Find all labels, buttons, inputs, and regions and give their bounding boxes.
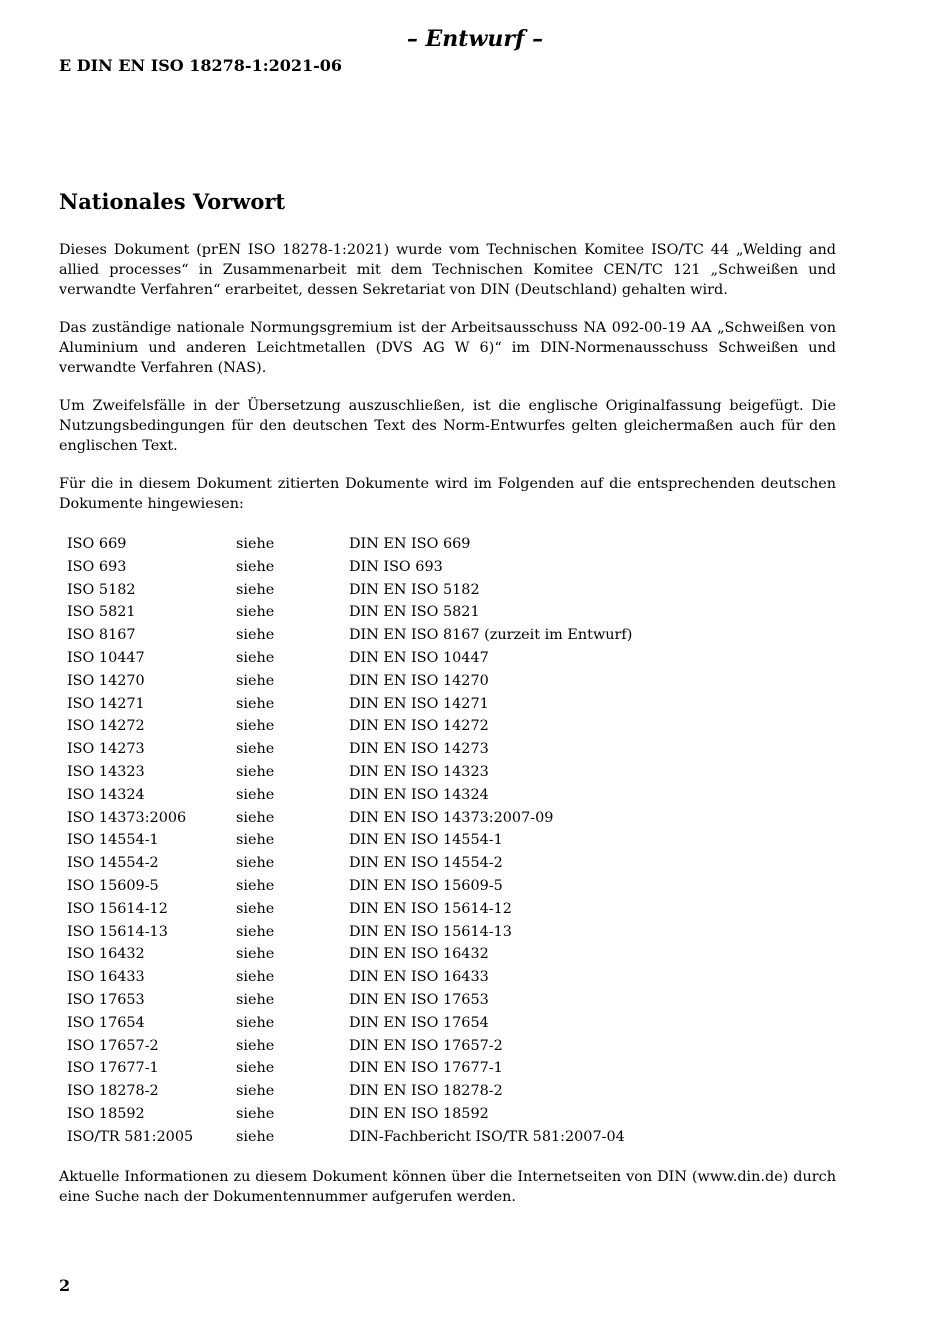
see-label: siehe <box>236 581 275 598</box>
table-row <box>59 1126 632 1149</box>
table-row <box>59 1057 632 1080</box>
table-row <box>59 1103 632 1126</box>
table-row <box>59 852 632 875</box>
table-row <box>59 829 632 852</box>
iso-reference: ISO 14373:2006 <box>67 809 187 826</box>
din-reference: DIN-Fachbericht ISO/TR 581:2007-04 <box>349 1128 625 1145</box>
iso-reference: ISO 14323 <box>67 763 145 780</box>
iso-reference: ISO 14272 <box>67 718 145 735</box>
iso-reference: ISO 15609-5 <box>67 877 159 894</box>
table-row <box>59 1012 632 1035</box>
din-reference: DIN EN ISO 15614-13 <box>349 923 512 940</box>
din-reference: DIN EN ISO 18278-2 <box>349 1083 503 1100</box>
din-reference: DIN EN ISO 14272 <box>349 718 489 735</box>
din-reference: DIN EN ISO 15614-12 <box>349 900 512 917</box>
iso-reference: ISO 14271 <box>67 695 145 712</box>
see-label: siehe <box>236 832 275 849</box>
din-reference: DIN EN ISO 14554-2 <box>349 855 503 872</box>
din-reference: DIN EN ISO 15609-5 <box>349 877 503 894</box>
din-reference: DIN EN ISO 669 <box>349 536 471 552</box>
iso-reference: ISO 5821 <box>67 604 136 621</box>
iso-reference: ISO 15614-12 <box>67 900 168 917</box>
see-label: siehe <box>236 718 275 735</box>
table-row <box>59 898 632 921</box>
table-row <box>59 533 632 556</box>
iso-reference: ISO 15614-13 <box>67 923 168 940</box>
din-reference: DIN EN ISO 16433 <box>349 969 489 986</box>
see-label: siehe <box>236 558 275 575</box>
table-row <box>59 601 632 624</box>
iso-reference: ISO 17657-2 <box>67 1037 159 1054</box>
table-row <box>59 715 632 738</box>
see-label: siehe <box>236 900 275 917</box>
see-label: siehe <box>236 946 275 963</box>
din-reference: DIN EN ISO 14323 <box>349 763 489 780</box>
din-reference: DIN EN ISO 16432 <box>349 946 489 963</box>
paragraph-translation: Um Zweifelsfälle in der Übersetzung auszuschließen, ist die englische Originalfassung beigefügt. Die Nutzungsbedingungen für den deutschen Text des Norm-Entwurfes gelten gleichermaßen auch für den englischen Text. <box>59 398 836 454</box>
din-reference: DIN EN ISO 14271 <box>349 695 489 712</box>
page-number: 2 <box>59 1276 71 1295</box>
see-label: siehe <box>236 536 275 552</box>
see-label: siehe <box>236 627 275 644</box>
table-row <box>59 943 632 966</box>
table-row <box>59 556 632 579</box>
see-label: siehe <box>236 923 275 940</box>
see-label: siehe <box>236 1105 275 1122</box>
see-label: siehe <box>236 855 275 872</box>
paragraph-references-intro: Für die in diesem Dokument zitierten Dokumente wird im Folgenden auf die entsprechenden deutschen Dokumente hingewiesen: <box>59 476 836 512</box>
iso-reference: ISO 14554-1 <box>67 832 159 849</box>
iso-reference: ISO 14270 <box>67 672 145 689</box>
table-row <box>59 738 632 761</box>
iso-reference: ISO 14273 <box>67 741 145 758</box>
din-reference: DIN EN ISO 17657-2 <box>349 1037 503 1054</box>
paragraph-national-body: Das zuständige nationale Normungsgremium ist der Arbeitsausschuss NA 092-00-19 AA „Schweißen von Aluminium und anderen Leichtmetallen (DVS AG W 6)“ im DIN-Normenausschuss Schweißen und verwandte Verfahren (NAS). <box>59 320 836 376</box>
table-row <box>59 670 632 693</box>
see-label: siehe <box>236 1060 275 1077</box>
iso-reference: ISO 18592 <box>67 1105 145 1122</box>
iso-reference: ISO 18278-2 <box>67 1083 159 1100</box>
iso-reference: ISO 5182 <box>67 581 136 598</box>
din-reference: DIN EN ISO 5821 <box>349 604 480 621</box>
din-reference: DIN EN ISO 5182 <box>349 581 480 598</box>
din-reference: DIN EN ISO 14270 <box>349 672 489 689</box>
table-row <box>59 921 632 944</box>
draft-mark: – Entwurf – <box>406 26 544 52</box>
table-row <box>59 647 632 670</box>
see-label: siehe <box>236 1014 275 1031</box>
iso-reference: ISO 17653 <box>67 991 145 1008</box>
table-row <box>59 784 632 807</box>
see-label: siehe <box>236 877 275 894</box>
iso-reference: ISO/TR 581:2005 <box>67 1128 194 1145</box>
iso-reference: ISO 8167 <box>67 627 136 644</box>
iso-reference: ISO 17654 <box>67 1014 145 1031</box>
din-reference: DIN ISO 693 <box>349 558 443 575</box>
see-label: siehe <box>236 1083 275 1100</box>
iso-reference: ISO 14554-2 <box>67 855 159 872</box>
table-row <box>59 579 632 602</box>
table-row <box>59 624 632 647</box>
see-label: siehe <box>236 1037 275 1054</box>
table-row <box>59 1035 632 1058</box>
iso-reference: ISO 669 <box>67 536 127 552</box>
din-reference: DIN EN ISO 14273 <box>349 741 489 758</box>
table-row <box>59 875 632 898</box>
din-reference: DIN EN ISO 8167 (zurzeit im Entwurf) <box>349 627 633 644</box>
see-label: siehe <box>236 1128 275 1145</box>
din-reference: DIN EN ISO 14373:2007-09 <box>349 809 554 826</box>
din-reference: DIN EN ISO 14554-1 <box>349 832 503 849</box>
see-label: siehe <box>236 672 275 689</box>
iso-reference: ISO 16433 <box>67 969 145 986</box>
see-label: siehe <box>236 809 275 826</box>
section-title: Nationales Vorwort <box>59 189 286 214</box>
iso-reference: ISO 14324 <box>67 786 145 803</box>
see-label: siehe <box>236 741 275 758</box>
din-reference: DIN EN ISO 17653 <box>349 991 489 1008</box>
iso-reference: ISO 17677-1 <box>67 1060 159 1077</box>
document-id: E DIN EN ISO 18278-1:2021-06 <box>59 56 343 75</box>
iso-reference: ISO 16432 <box>67 946 145 963</box>
see-label: siehe <box>236 991 275 1008</box>
reference-table <box>59 533 632 1149</box>
see-label: siehe <box>236 604 275 621</box>
see-label: siehe <box>236 695 275 712</box>
paragraph-committee: Dieses Dokument (prEN ISO 18278-1:2021) wurde vom Technischen Komitee ISO/TC 44 „Welding and allied processes“ in Zusammenarbeit mit dem Technischen Komitee CEN/TC 121 „Schweißen und verwandte Verfahren“ erarbeitet, dessen Sekretariat von DIN (Deutschland) gehalten wird. <box>59 242 836 298</box>
table-row <box>59 761 632 784</box>
table-row <box>59 966 632 989</box>
table-row <box>59 693 632 716</box>
din-reference: DIN EN ISO 18592 <box>349 1105 489 1122</box>
iso-reference: ISO 693 <box>67 558 127 575</box>
din-reference: DIN EN ISO 17677-1 <box>349 1060 503 1077</box>
table-row <box>59 807 632 830</box>
table-row <box>59 1080 632 1103</box>
see-label: siehe <box>236 786 275 803</box>
see-label: siehe <box>236 649 275 666</box>
paragraph-current-info: Aktuelle Informationen zu diesem Dokument können über die Internetseiten von DIN (www.din.de) durch eine Suche nach der Dokumentennummer aufgerufen werden. <box>59 1169 836 1205</box>
see-label: siehe <box>236 969 275 986</box>
din-reference: DIN EN ISO 17654 <box>349 1014 489 1031</box>
din-reference: DIN EN ISO 10447 <box>349 649 489 666</box>
iso-reference: ISO 10447 <box>67 649 145 666</box>
din-reference: DIN EN ISO 14324 <box>349 786 489 803</box>
see-label: siehe <box>236 763 275 780</box>
table-row <box>59 989 632 1012</box>
